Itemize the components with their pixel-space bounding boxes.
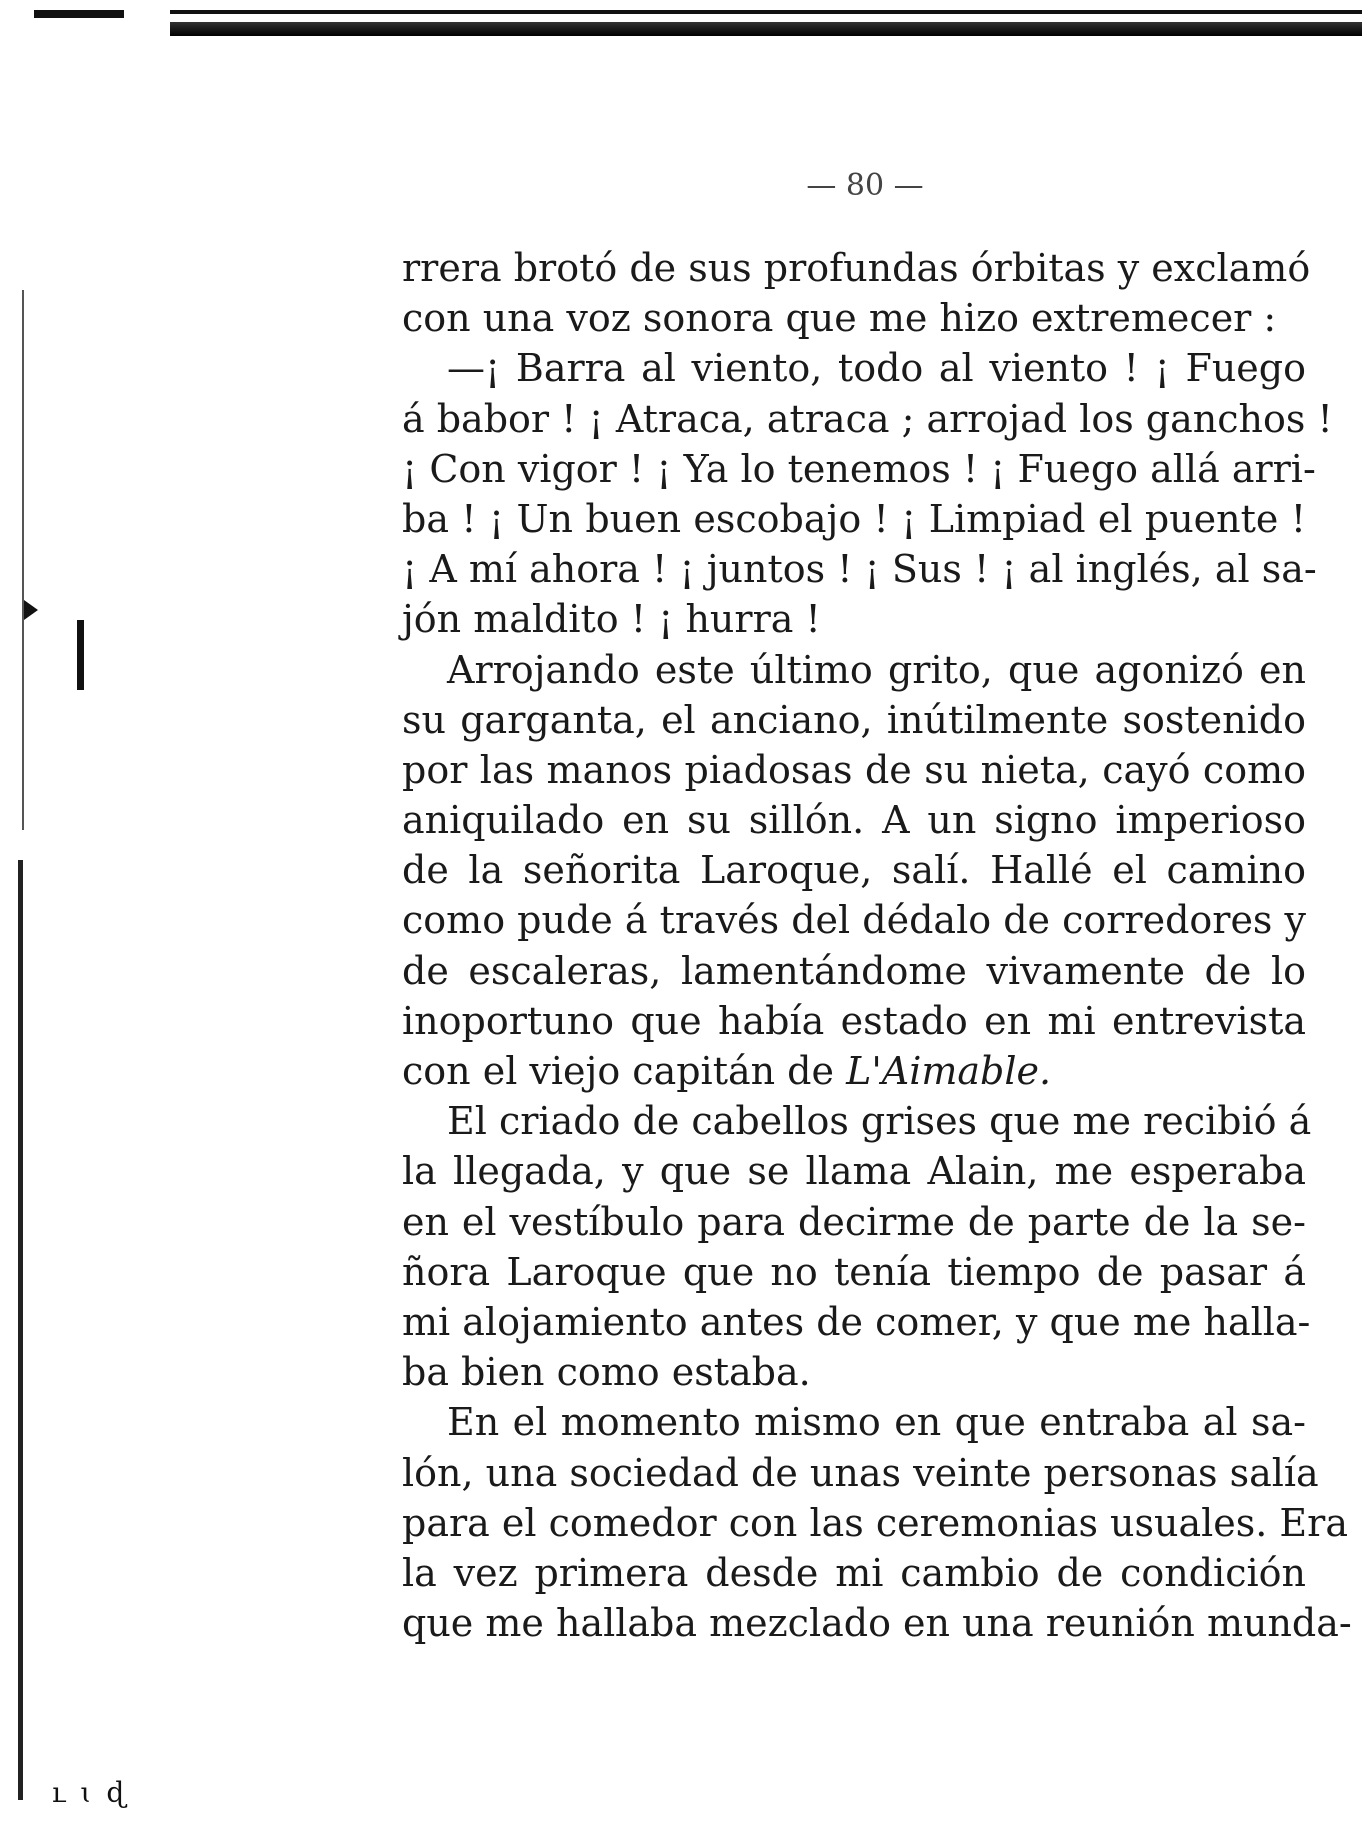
binding-edge — [18, 860, 23, 1800]
margin-bar-mark — [77, 620, 84, 690]
text-line: En el momento mismo en que entraba al sa- — [447, 1400, 1306, 1445]
text-line: ba ! ¡ Un buen escobajo ! ¡ Limpiad el puente ! — [402, 496, 1306, 541]
text-line: su garganta, el anciano, inútilmente sostenido — [402, 697, 1306, 742]
text-line-start: con el viejo capitán de — [402, 1049, 834, 1093]
text-line: Arrojando este último grito, que agonizó en — [447, 647, 1306, 692]
text-line: la llegada, y que se llama Alain, me esperaba — [402, 1149, 1306, 1194]
top-rule-thick — [170, 22, 1362, 36]
text-line: inoportuno que había estado en mi entrevista — [402, 998, 1306, 1043]
text-line: El criado de cabellos grises que me recibió á — [447, 1099, 1312, 1144]
text-line: ñora Laroque que no tenía tiempo de pasar á — [402, 1249, 1306, 1294]
text-line: como pude á través del dédalo de corredores y — [402, 898, 1306, 943]
text-line: —¡ Barra al viento, todo al viento ! ¡ Fuego — [447, 346, 1306, 391]
margin-marker-icon — [24, 600, 38, 620]
text-line: ¡ A mí ahora ! ¡ juntos ! ¡ Sus ! ¡ al inglés, al sa- — [402, 547, 1317, 592]
text-line: de escaleras, lamentándome vivamente de lo — [402, 948, 1306, 993]
text-line: aniquilado en su sillón. A un signo imperioso — [402, 798, 1306, 843]
text-line: con una voz sonora que me hizo extremecer : — [402, 296, 1277, 341]
text-line: que me hallaba mezclado en una reunión munda- — [402, 1601, 1352, 1646]
text-line: de la señorita Laroque, salí. Hallé el camino — [402, 848, 1306, 893]
margin-glyphs: ւ ɩ ɖ — [52, 1776, 128, 1809]
binding-edge-thin — [22, 290, 24, 830]
text-line: para el comedor con las ceremonias usuales. Era — [402, 1500, 1348, 1545]
body-text — [402, 243, 1352, 1648]
top-rule — [170, 10, 1362, 14]
scan-edge-mark — [34, 10, 124, 18]
text-line: jón maldito ! ¡ hurra ! — [402, 597, 821, 642]
page-number: — 80 — — [806, 168, 924, 203]
text-line: en el vestíbulo para decirme de parte de la se- — [402, 1199, 1306, 1244]
text-line: ba bien como estaba. — [402, 1350, 811, 1395]
text-line: rrera brotó de sus profundas órbitas y exclamó — [402, 246, 1311, 290]
text-line — [402, 1046, 1306, 1096]
text-line: por las manos piadosas de su nieta, cayó como — [402, 747, 1306, 792]
text-line: lón, una sociedad de unas veinte personas salía — [402, 1450, 1319, 1495]
text-line: mi alojamiento antes de comer, y que me halla- — [402, 1299, 1311, 1344]
text-line: á babor ! ¡ Atraca, atraca ; arrojad los ganchos ! — [402, 396, 1333, 441]
text-line: ¡ Con vigor ! ¡ Ya lo tenemos ! ¡ Fuego allá arri- — [402, 446, 1316, 491]
ship-name: L'Aimable. — [846, 1049, 1052, 1093]
text-line: la vez primera desde mi cambio de condición — [402, 1550, 1306, 1595]
